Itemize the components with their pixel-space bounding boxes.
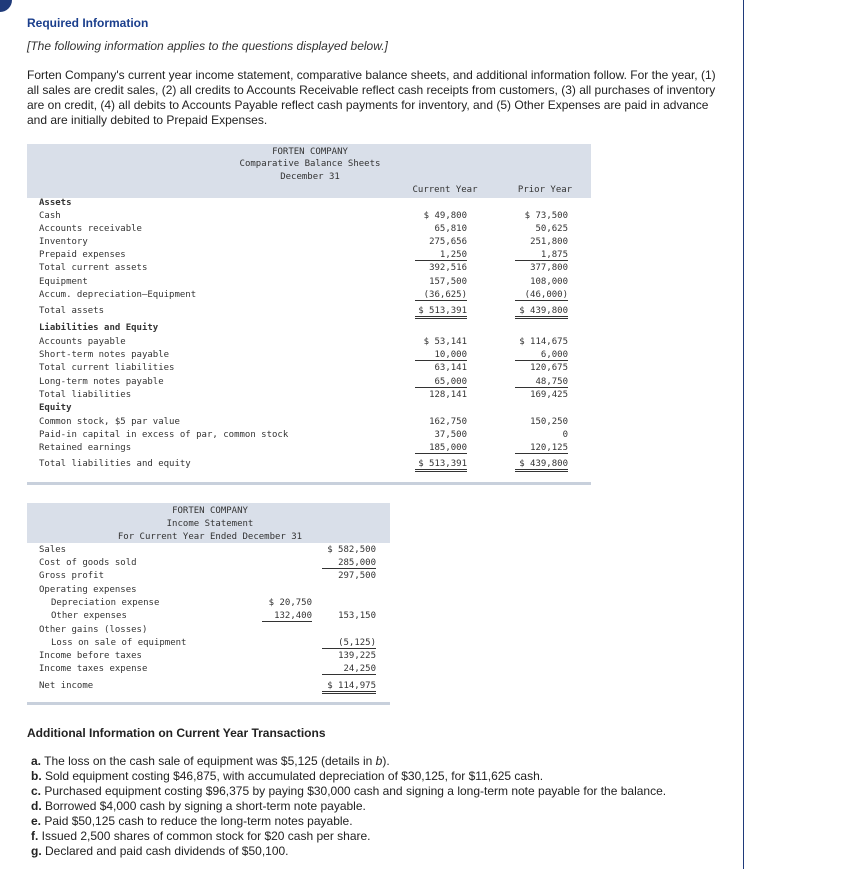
additional-item-text: Issued 2,500 shares of common stock for $20 cash per share. [38,829,371,843]
intro-paragraph: Forten Company's current year income statement, comparative balance sheets, and additional information follow. For the year, (1) all sales are credit sales, (2) all credits to Accounts Receivable reflect cash receipts from customers, (3) all purchases of inventory are on credit, (4) all debits to Accounts Payable reflect cash payments for inventory, and (5) Other Expenses are paid in advance and are initially debited to Prepaid Expenses. [27,68,716,127]
additional-item-ref: b [375,754,383,768]
bs-prior-value: 0 [562,430,568,440]
is-row-label: Income taxes expense [39,664,148,674]
bs-row-label: Short-term notes payable [39,350,170,360]
bs-current-value: 128,141 [429,390,467,400]
applies-note: [The following information applies to the questions displayed below.] [27,39,388,53]
bs-row [0,377,600,390]
bs-current-value: (36,625) [415,290,467,301]
bs-current-value: 37,500 [434,430,467,440]
additional-item-text: Purchased equipment costing $96,375 by paying $30,000 cash and signing a long-term note payable for the balance. [41,784,667,798]
bs-current-value: $ 513,391 [415,306,467,319]
bs-row-label: Cash [39,211,61,221]
bs-row [0,323,600,336]
panel-border [743,0,744,869]
bs-row [0,250,600,263]
is-outer-value: $ 582,500 [327,545,376,555]
bs-prior-value: 120,675 [530,363,568,373]
is-title: Income Statement [166,519,254,529]
is-row-label: Net income [39,681,94,691]
is-row-label: Loss on sale of equipment [51,638,187,648]
bs-row [0,306,600,319]
bs-current-value: $ 53,141 [423,337,467,347]
additional-item-tail: ). [382,754,390,768]
bs-row-label: Prepaid expenses [39,250,126,260]
is-row [0,651,400,664]
is-row [0,681,400,694]
bs-row-label: Accounts payable [39,337,126,347]
bs-current-value: 65,000 [415,377,467,388]
bs-row-label: Retained earnings [39,443,132,453]
bs-row-label: Common stock, $5 par value [39,417,180,427]
bs-prior-value: 120,125 [515,443,568,454]
is-outer-value: 297,500 [338,571,376,581]
is-row-label: Cost of goods sold [39,558,137,568]
bs-prior-value: $ 439,800 [515,459,568,472]
bs-prior-value: 6,000 [515,350,568,361]
additional-item-letter: e. [31,814,42,828]
is-row [0,571,400,584]
bs-row-label: Assets [39,198,72,208]
additional-item [31,754,731,769]
bs-row-label: Equity [39,403,72,413]
bs-prior-value: (46,000) [515,290,568,301]
is-row-label: Other gains (losses) [39,625,148,635]
bs-prior-value: 377,800 [530,263,568,273]
bs-current-value: 185,000 [415,443,467,454]
is-row-label: Other expenses [51,611,127,621]
bs-current-value: 65,810 [434,224,467,234]
bs-current-value: 10,000 [415,350,467,361]
bs-row [0,403,600,416]
additional-item [31,799,731,814]
bs-row [0,290,600,303]
is-row [0,598,400,611]
bs-current-value: 392,516 [429,263,467,273]
additional-item-text: Paid $50,125 cash to reduce the long-term notes payable. [41,814,353,828]
is-row [0,638,400,651]
bs-prior-value: 1,875 [515,250,568,261]
bs-current-value: $ 513,391 [415,459,467,472]
additional-info-list [31,754,731,859]
is-bottom-rule [27,702,390,705]
bs-prior-value: $ 73,500 [524,211,568,221]
bs-row [0,459,600,472]
bs-row-label: Total current liabilities [39,363,175,373]
is-outer-value: $ 114,975 [322,681,376,694]
bs-prior-value: 169,425 [530,390,568,400]
bs-current-value: 1,250 [415,250,467,261]
bs-current-value: $ 49,800 [423,211,467,221]
bs-row-label: Equipment [39,277,88,287]
is-company: FORTEN COMPANY [172,506,248,516]
bs-row [0,211,600,224]
bs-row [0,350,600,363]
bs-row-label: Total liabilities [39,390,132,400]
additional-item-letter: g. [31,844,42,858]
is-row [0,664,400,677]
is-row [0,545,400,558]
bs-row-label: Accounts receivable [39,224,142,234]
is-row [0,611,400,624]
bs-row-label: Long-term notes payable [39,377,164,387]
is-row-label: Sales [39,545,67,555]
bs-row-label: Liabilities and Equity [39,323,159,333]
bs-date: December 31 [280,172,340,182]
bs-prior-value: $ 439,800 [515,306,568,319]
bs-row [0,430,600,443]
is-period: For Current Year Ended December 31 [117,532,303,542]
bs-row [0,417,600,430]
additional-item-letter: a. [31,754,42,768]
bs-current-value: 157,500 [429,277,467,287]
additional-item-letter: c. [31,784,42,798]
is-outer-value: (5,125) [322,638,376,649]
additional-item [31,829,731,844]
is-row-label: Operating expenses [39,585,137,595]
bs-row [0,237,600,250]
bs-company: FORTEN COMPANY [272,147,348,157]
is-outer-value: 139,225 [338,651,376,661]
additional-item-text: Sold equipment costing $46,875, with accumulated depreciation of $30,125, for $11,625 cash. [41,769,544,783]
is-outer-value: 285,000 [322,558,376,569]
bs-prior-value: 108,000 [530,277,568,287]
bs-row [0,263,600,276]
additional-item-text: The loss on the cash sale of equipment was $5,125 (details in [41,754,376,768]
bs-row [0,277,600,290]
additional-item-text: Declared and paid cash dividends of $50,100. [41,844,289,858]
bs-row [0,198,600,211]
is-row-label: Depreciation expense [51,598,160,608]
bs-prior-value: 150,250 [530,417,568,427]
additional-item-letter: d. [31,799,42,813]
bs-bottom-rule [27,482,591,485]
bs-row-label: Paid-in capital in excess of par, common stock [39,430,289,440]
additional-item-letter: f. [31,829,39,843]
bs-prior-value: $ 114,675 [519,337,568,347]
is-row-label: Gross profit [39,571,105,581]
required-info-title: Required Information [27,16,149,30]
bs-row [0,443,600,456]
is-outer-value: 153,150 [338,611,376,621]
bs-current-value: 162,750 [429,417,467,427]
bs-row [0,337,600,350]
additional-item [31,814,731,829]
is-row [0,558,400,571]
bs-row [0,390,600,403]
bs-current-value: 275,656 [429,237,467,247]
corner-badge [0,0,12,12]
bs-row [0,363,600,376]
bs-row-label: Accum. depreciation—Equipment [39,290,197,300]
additional-info-title: Additional Information on Current Year Transactions [27,726,326,740]
bs-title: Comparative Balance Sheets [239,159,381,169]
bs-col-current: Current Year [412,185,478,195]
bs-row-label: Inventory [39,237,88,247]
is-inner-value: 132,400 [262,611,312,622]
is-inner-value: $ 20,750 [268,598,312,608]
is-row [0,585,400,598]
is-row [0,625,400,638]
additional-item [31,784,731,799]
bs-row [0,224,600,237]
bs-row-label: Total current assets [39,263,148,273]
additional-item [31,844,731,859]
bs-row-label: Total assets [39,306,105,316]
is-row-label: Income before taxes [39,651,142,661]
bs-col-prior: Prior Year [517,185,573,195]
bs-prior-value: 251,800 [530,237,568,247]
bs-prior-value: 48,750 [515,377,568,388]
bs-current-value: 63,141 [434,363,467,373]
additional-item-letter: b. [31,769,42,783]
is-outer-value: 24,250 [322,664,376,675]
bs-prior-value: 50,625 [535,224,568,234]
additional-item-text: Borrowed $4,000 cash by signing a short-term note payable. [41,799,366,813]
bs-row-label: Total liabilities and equity [39,459,191,469]
additional-item [31,769,731,784]
